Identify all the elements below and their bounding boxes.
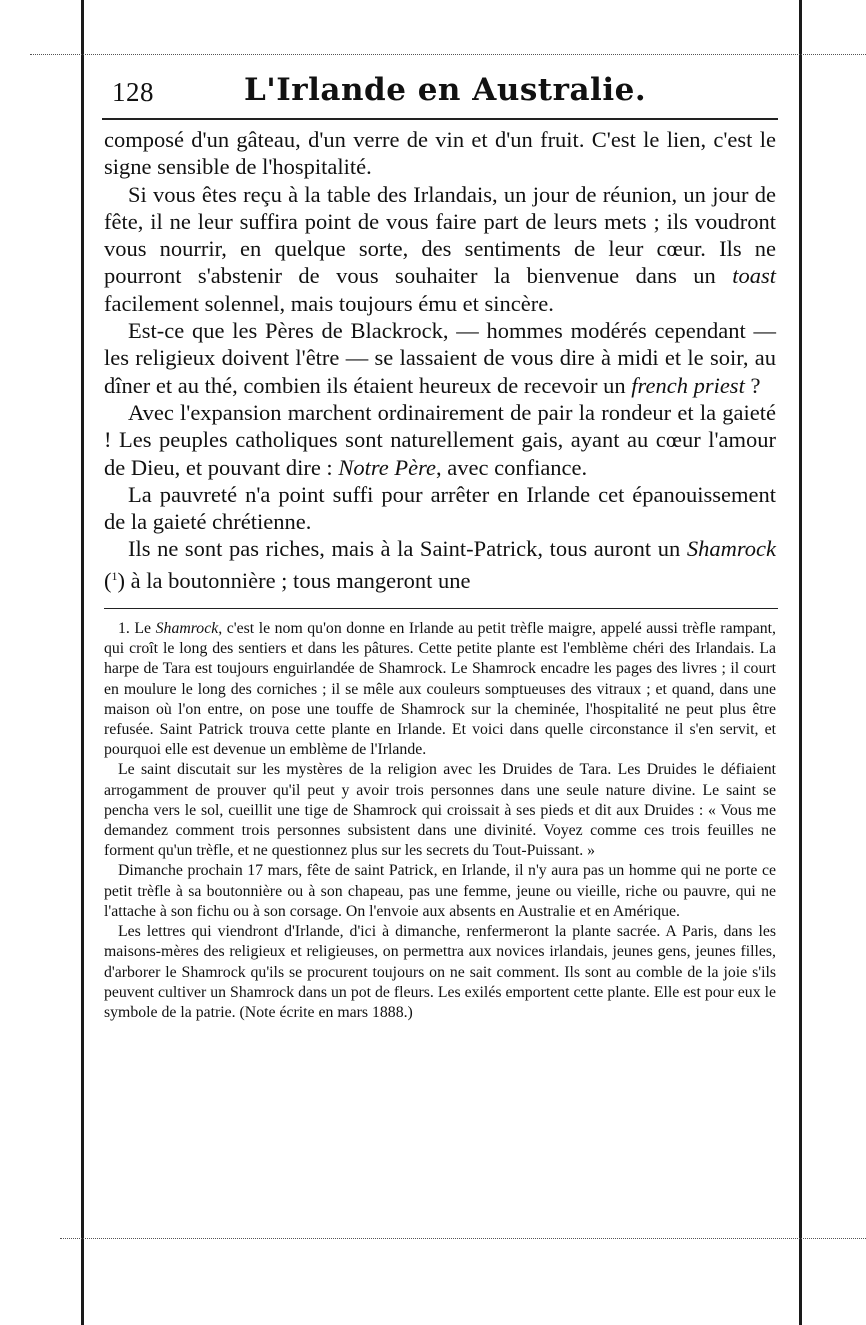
footnote-rule — [104, 608, 778, 609]
body-paragraph — [104, 317, 776, 399]
italic-text: Shamrock — [155, 620, 219, 638]
text-run: , c'est le nom qu'on donne en Irlande au petit trèfle maigre, appelé aussi trèfle rampant, qui croît le long des sentiers et dans les pâtures. Cette petite plante est l'emblème chéri des Irlandais. La harpe de Tara est toujours enguirlandée de Shamrock. Le Shamrock encadre les pages des livres ; il court en moulure le long des corniches ; il se mêle aux couleurs somptueuses des vitraux ; et quand, dans une maison où l'on entre, on pose une touffe de Shamrock sur la cheminée, l'hospitalité ne peut plus être refusée. Saint Patrick trouva cette plante en Irlande. Et voici dans quelle circonstance il s'en servit, et pourquoi elle est devenue un emblème de l'Irlande. — [104, 620, 777, 759]
footnote-paragraph — [104, 760, 776, 861]
footnotes — [104, 619, 776, 1023]
page-border-bottom — [60, 1238, 866, 1240]
text-run: composé d'un gâteau, d'un verre de vin et d'un fruit. C'est le lien, c'est le signe sensible de l'hospitalité. — [104, 127, 776, 180]
footnote-paragraph — [104, 922, 776, 1023]
running-title: L'Irlande en Australie. — [244, 72, 647, 108]
body-paragraph — [104, 481, 776, 536]
text-run: Les lettres qui viendront d'Irlande, d'ici à dimanche, renfermeront la plante sacrée. A Paris, dans les maisons-mères des religieux et religieuses, on permettra aux novices irlandais, jeunes gens, jeunes filles, d'arborer le Shamrock qu'ils se procurent toujours on ne sait comment. Ils sont au comble de la joie s'ils peuvent cultiver un Shamrock dans un pot de fleurs. Les exilés emportent cette plante. Elle est pour eux le symbole de la patrie. (Note écrite en mars 1888.) — [104, 923, 776, 1021]
text-run: facilement solennel, mais toujours ému et sincère. — [104, 290, 554, 316]
running-head — [104, 62, 776, 112]
page-border-left — [81, 0, 84, 1325]
body-paragraph — [104, 535, 776, 594]
text-run: Est-ce que les Pères de Blackrock, — hommes modérés cependant — les religieux doivent l'être — se lassaient de vous dire à midi et le soir, au dîner et au thé, combien ils étaient heureux de recevoir un — [104, 318, 776, 398]
text-run: La pauvreté n'a point suffi pour arrêter en Irlande cet épanouissement de la gaieté chrétienne. — [104, 481, 776, 535]
text-run: Dimanche prochain 17 mars, fête de saint Patrick, en Irlande, il n'y aura pas un homme qui ne porte ce petit trèfle à sa boutonnière ou à son chapeau, pas une femme, jeune ou vieille, riche ou pauvre, qui ne l'attache à son fichu ou à son corsage. On l'envoie aux absents en Australie et en Amérique. — [104, 862, 776, 920]
body-paragraph — [104, 126, 776, 181]
text-run: Si vous êtes reçu à la table des Irlandais, un jour de réunion, un jour de fête, il ne leur suffira point de vous faire part de leurs mets ; ils voudront vous nourrir, en quelque sorte, des sentiments de leur cœur. Ils ne pourront s'abstenir de vous souhaiter la bienvenue dans un — [104, 181, 776, 289]
page-border-top — [30, 54, 866, 56]
text-run: Ils ne sont pas riches, mais à la Saint-Patrick, tous auront un — [128, 536, 687, 562]
footnote-marker: 1. — [118, 620, 130, 638]
italic-text: french priest — [631, 372, 745, 398]
page-border-right — [799, 0, 802, 1325]
italic-text: Notre Père — [338, 454, 436, 480]
page-number: 128 — [112, 77, 154, 107]
text-run: ( — [104, 567, 112, 593]
footnote-paragraph — [104, 861, 776, 922]
footnote-paragraph — [104, 619, 776, 760]
text-run: ? — [744, 372, 761, 398]
text-run: Le — [129, 620, 156, 638]
book-page — [104, 62, 776, 1023]
italic-text: Shamrock — [686, 536, 776, 562]
header-rule — [102, 118, 778, 120]
text-run: Avec l'expansion marchent ordinairement de pair la rondeur et la gaieté ! Les peuples catholiques sont naturellement gais, ayant au cœur l'amour de Dieu, et pouvant dire : — [104, 399, 776, 480]
italic-text: toast — [732, 263, 776, 289]
text-run: Le saint discutait sur les mystères de la religion avec les Druides de Tara. Les Druides le défiaient arrogamment de prouver qu'il peut y avoir trois personnes dans une seule nature divine. Le saint se pencha vers le sol, cueillit une tige de Shamrock qui croissait à ses pieds et dit aux Druides : « Vous me demandez comment trois personnes subsistent dans une divinité. Voyez comme ces trois feuilles ne forment qu'un trèfle, et ne questionnez plus sur les secrets du Tout-Puissant. » — [104, 761, 776, 860]
body-text — [104, 126, 776, 594]
body-paragraph — [104, 399, 776, 481]
text-run: , avec confiance. — [436, 454, 588, 480]
footnote-reference[interactable]: 1 — [111, 568, 118, 583]
body-paragraph — [104, 181, 776, 317]
text-run: ) à la boutonnière ; tous mangeront une — [117, 567, 471, 593]
